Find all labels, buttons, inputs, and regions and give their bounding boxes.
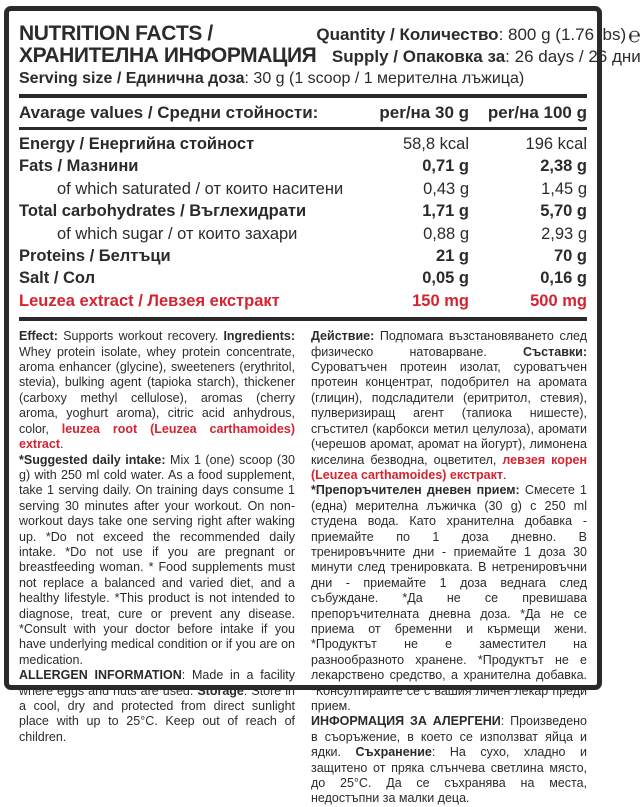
- row-fats: [19, 155, 587, 177]
- paragraph-allergen-storage-en: ALLERGEN INFORMATION: Made in a facility where eggs and nuts are used. Storage: Store in a cool, dry and protected from direct sunlight place with up to 25°C. Keep out of reach of children.: [19, 668, 295, 744]
- effect-label-bg: Действие:: [311, 329, 375, 344]
- daily-intake-label-bg: *Препоръчителен дневен прием:: [311, 483, 520, 498]
- row-per100: 500 mg: [530, 291, 587, 310]
- effect-label: Effect:: [19, 329, 58, 344]
- paragraph-daily-intake-en: *Suggested daily intake: Mix 1 (one) scoop (30 g) with 250 ml cold water. As a food supplement, take 1 serving daily. On training days consume 1 serving 30 minutes after your workout. On non-workout days take one serving right after waking up. *Do not exceed the recommended daily intake. *Do not use if you are pregnant or breastfeeding woman. * Food supplements must not replace a balanced and varied diet, and a healthy lifestyle. *This product is not intended to diagnose, treat, cure or prevent any disease. *Consult with your doctor before intake if you have underlying medical condition or if you are on medication.: [19, 452, 296, 667]
- row-label: of which sugar / от които захари: [57, 224, 298, 243]
- supply-row: [316, 46, 640, 67]
- row-label: Leuzea extract / Левзея екстракт: [19, 291, 280, 310]
- estimated-sign-icon: ℮: [628, 24, 641, 47]
- table-header-per30: per/на 30 g: [379, 103, 469, 122]
- quantity-label: Quantity / Количество: [316, 25, 499, 44]
- row-label: Energy / Енергийна стойност: [19, 135, 255, 153]
- row-label: Salt / Сол: [19, 269, 96, 288]
- quantity-row: [316, 24, 640, 46]
- row-proteins: [19, 245, 587, 267]
- serving-size-row: [19, 70, 587, 88]
- row-per100: 196 kcal: [525, 135, 587, 153]
- supply-label: Supply / Опаковка за: [331, 47, 506, 66]
- table-header-values: Avarage values / Средни стойности:: [19, 103, 319, 122]
- row-saturated: [19, 178, 587, 200]
- row-per30: 0,43 g: [423, 179, 469, 198]
- paragraph-daily-intake-bg: *Препоръчителен дневен прием: Смесете 1 (една) мерителна лъжичка (30 g) с 250 ml студена вода. Като хранителна добавка - приемайте по 1 доза дневно. В тренировъчните дни - приемайте 1 доза 30 минути след тренировката. В нетренировъчни дни - приемайте 1 доза веднага след събуждане. *Да не се превишава препоръчителната дневна доза. *Да не се приема от бременни и кърмещи жени. *Продуктът не е заместител на разнообразното хранене. *Продуктът не е лекарствено средство, а хранителна добавка. *Консултирайте се с вашия личен лекар преди прием.: [311, 483, 587, 713]
- row-per30: 0,05 g: [422, 269, 469, 288]
- row-per100: 1,45 g: [541, 179, 587, 198]
- info-column-en: [19, 329, 295, 807]
- row-label: Total carbohydrates / Въглехидрати: [19, 202, 307, 221]
- allergen-label-en: ALLERGEN INFORMATION: [19, 668, 182, 683]
- row-per30: 21 g: [435, 247, 469, 266]
- row-per30: 58,8 kcal: [402, 135, 469, 153]
- title-line-bg: ХРАНИТЕЛНА ИНФОРМАЦИЯ: [19, 44, 317, 67]
- serving-size-label: Serving size / Единична доза: [19, 70, 245, 87]
- row-label: Fats / Мазнини: [19, 157, 139, 176]
- row-label: of which saturated / от които наситени: [57, 179, 344, 198]
- storage-label-en: Storage: [197, 683, 244, 698]
- table-header-per100: per/на 100 g: [487, 103, 587, 122]
- row-per100: 70 g: [553, 247, 587, 266]
- info-column-bg: [311, 329, 587, 807]
- paragraph-effect-ingredients-bg: Действие: Подпомага възстановяването след физическо натоварване. Съставки: Суроватъчен протеин изолат, суроватъчен протеин концентрат, подобрител на аромата (глицин), подсладители (еритритол, стевия), пулверизиращ агент (тапиока нишесте), сгъстител (карбокси метил целулоза), аромати (черешов аромат, аромат на йогурт), лимонена киселина безводна, оцветител, левзея корен (Leuzea carthamoides) екстракт.: [311, 329, 587, 482]
- ingredients-label: Ingredients:: [223, 329, 295, 344]
- leuzea-highlight-bg: левзея корен (Leuzea carthamoides) екстракт: [311, 452, 587, 482]
- storage-label-bg: Съхранение: [355, 745, 432, 760]
- nutrition-table: [19, 130, 587, 314]
- row-per100: 2,38 g: [540, 157, 587, 176]
- allergen-label-bg: ИНФОРМАЦИЯ ЗА АЛЕРГЕНИ: [311, 714, 501, 729]
- label-header: [19, 22, 641, 67]
- row-per100: 0,16 g: [540, 269, 587, 288]
- divider-table-bottom: [19, 317, 587, 321]
- row-label: Proteins / Белтъци: [19, 247, 171, 266]
- quantity-supply-block: [316, 24, 640, 67]
- row-energy: [19, 133, 587, 155]
- row-per100: 5,70 g: [540, 202, 587, 221]
- row-carbohydrates: [19, 200, 587, 222]
- ingredients-label-bg: Съставки:: [523, 344, 587, 359]
- paragraph-effect-ingredients: Effect: Supports workout recovery. Ingredients: Whey protein isolate, whey protein concentrate, aroma enhancer (glycine), sweeteners (erythritol, stevia), bulking agent (tapioka starch), thickener (carboxy methyl cellulose), aromas (cherry aroma, yoghurt aroma), citric acid anhydrous, color, leuzea root (Leuzea carthamoides) extract.: [19, 329, 295, 452]
- supply-value: : 26 days / 26 дни: [505, 47, 641, 66]
- row-per30: 0,71 g: [422, 157, 469, 176]
- row-salt: [19, 267, 587, 289]
- row-leuzea-extract: [19, 290, 587, 312]
- page-title: [19, 23, 316, 67]
- row-per30: 150 mg: [412, 291, 469, 310]
- table-header: [19, 98, 587, 127]
- leuzea-highlight-en: leuzea root (Leuzea carthamoides) extract: [19, 421, 295, 452]
- daily-intake-label-en: *Suggested daily intake:: [19, 452, 166, 467]
- row-per100: 2,93 g: [541, 224, 587, 243]
- quantity-value: : 800 g (1.76 lbs): [498, 25, 627, 44]
- title-line-en: NUTRITION FACTS /: [19, 22, 213, 45]
- serving-size-value: : 30 g (1 scoop / 1 мерителна лъжица): [244, 70, 525, 87]
- nutrition-label-frame: [4, 6, 641, 806]
- info-columns: [19, 329, 587, 807]
- row-per30: 0,88 g: [423, 224, 469, 243]
- row-sugar: [19, 223, 587, 245]
- paragraph-allergen-storage-bg: ИНФОРМАЦИЯ ЗА АЛЕРГЕНИ: Произведено в съоръжение, в което се използват яйца и ядки. Съхранение: На сухо, хладно и защитено от пряка слънчева светлина място, до 25°C. Да се съхранява на места, недостъпни за малки деца.: [311, 714, 588, 806]
- row-per30: 1,71 g: [422, 202, 469, 221]
